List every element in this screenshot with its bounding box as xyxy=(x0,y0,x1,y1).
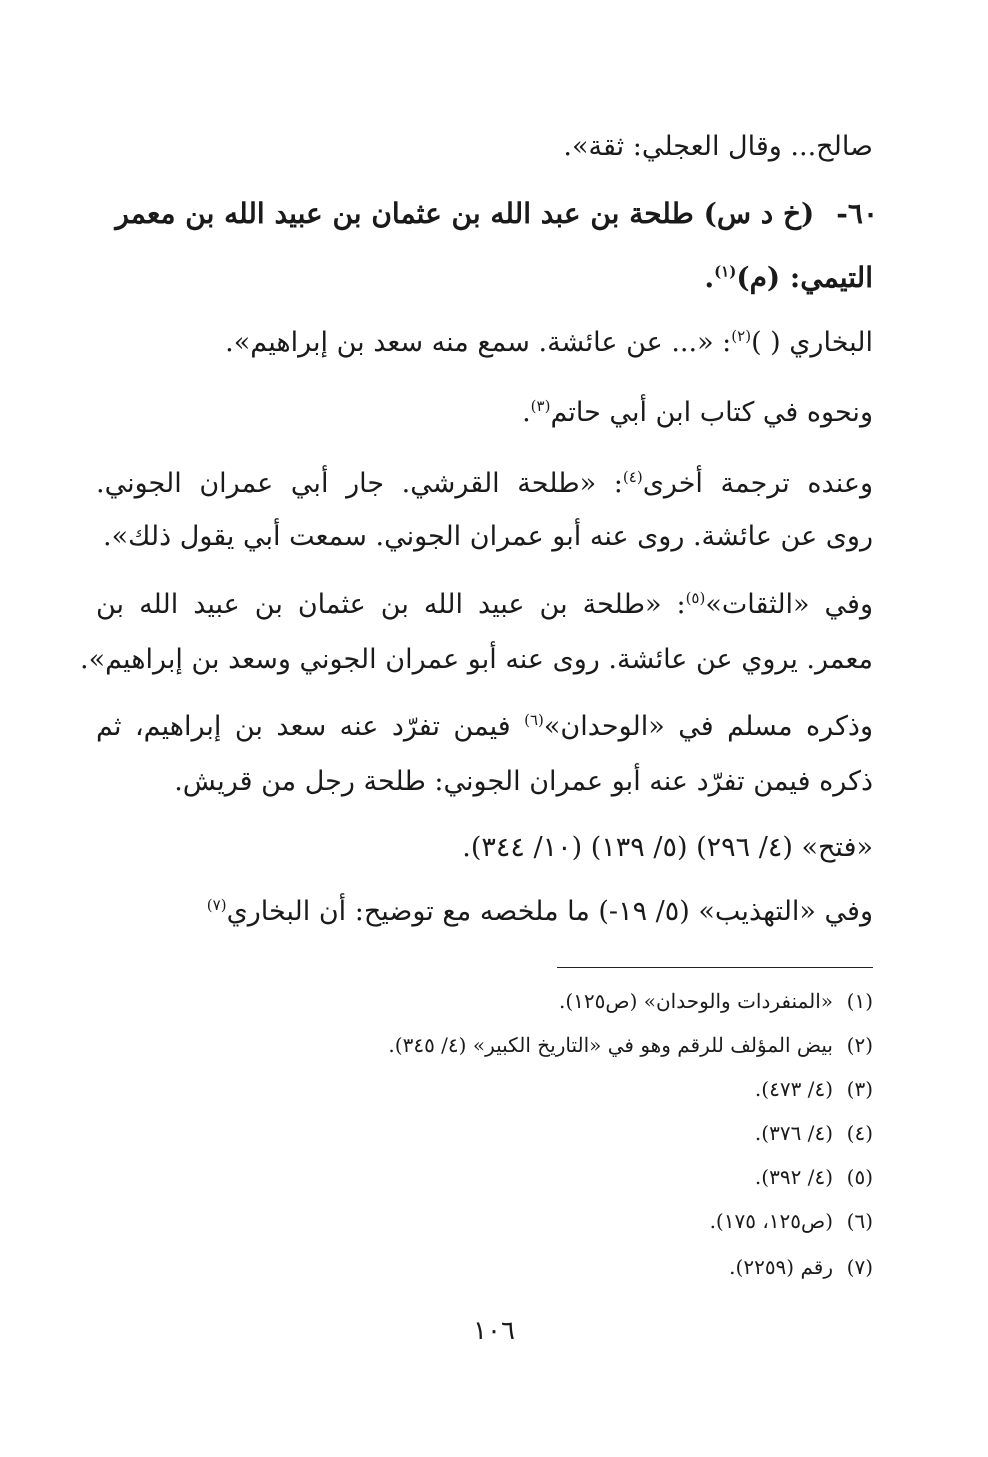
footnote: (٥)(٤/ ٣٩٢). xyxy=(754,1165,873,1189)
text-line-1: صالح... وقال العجلي: ثقة». xyxy=(563,131,873,162)
text-line-11: ذكره فيمن تفرّد عنه أبو عمران الجوني: طلحة رجل من قريش. xyxy=(174,766,873,797)
footnote-ref-4: (٤) xyxy=(622,468,643,486)
footnote: (١)«المنفردات والوحدان» (ص١٢٥). xyxy=(558,989,873,1013)
footnote-ref-2: (٢) xyxy=(731,327,752,345)
footnote: (٤)(٤/ ٣٧٦). xyxy=(754,1121,873,1145)
text-line-thiqat: وفي «الثقات»$^{(٥)}$: «طلحة بن عبيد الله بن عثمان بن عبيد الله بن xyxy=(96,589,874,620)
entry-60-heading xyxy=(92,194,878,234)
text-line-another-entry: وعنده ترجمة أخرى$^{(٤)}$: «طلحة القرشي. جار أبي عمران الجوني. xyxy=(96,468,873,499)
footnote-ref-3: (٣) xyxy=(530,397,551,415)
entry-60-heading-cont: التيمي: (م)$^{(١)}$. xyxy=(704,261,873,294)
text-line-fath: «فتح» (٤/ ٢٩٦) (٥/ ١٣٩) (١٠/ ٣٤٤). xyxy=(462,832,873,863)
text-line-bukhari: البخاري ( )$^{(٢)}$: «... عن عائشة. سمع منه سعد بن إبراهيم». xyxy=(225,327,873,358)
page-number: ١٠٦ xyxy=(473,1316,515,1346)
footnote: (٣)(٤/ ٤٧٣). xyxy=(754,1077,873,1101)
footnote-ref-5: (٥) xyxy=(685,589,706,607)
footnote-separator xyxy=(557,967,873,968)
text-line-7: روى عن عائشة. روى عنه أبو عمران الجوني. سمعت أبي يقول ذلك». xyxy=(103,521,873,552)
footnote: (٦)(ص١٢٥، ١٧٥). xyxy=(709,1209,873,1233)
entry-number: ٦٠- xyxy=(836,197,878,230)
footnote: (٧)رقم (٢٢٥٩). xyxy=(729,1255,873,1279)
footnote-ref-7: (٧) xyxy=(206,896,227,914)
text-line-muslim: وذكره مسلم في «الوحدان»$^{(٦)}$ فيمن تفرّد عنه سعد بن إبراهيم، ثم xyxy=(96,711,873,742)
text-line-9: معمر. يروي عن عائشة. روى عنه أبو عمران الجوني وسعد بن إبراهيم». xyxy=(79,644,873,675)
footnote-ref-6: (٦) xyxy=(524,711,544,729)
text-line-ibn-abi-hatim: ونحوه في كتاب ابن أبي حاتم$^{(٣)}$. xyxy=(522,397,873,428)
text-line-tahdhib: وفي «التهذيب» (٥/ ١٩-) ما ملخصه مع توضيح: أن البخاري$^{(٧)}$ xyxy=(206,896,873,927)
footnote-ref-1: (١) xyxy=(714,262,737,281)
entry-title: (خ د س) طلحة بن عبد الله بن عثمان بن عبيد الله بن معمر xyxy=(115,197,815,230)
footnote: (٢)بيض المؤلف للرقم وهو في «التاريخ الكبير» (٤/ ٣٤٥). xyxy=(388,1033,873,1057)
